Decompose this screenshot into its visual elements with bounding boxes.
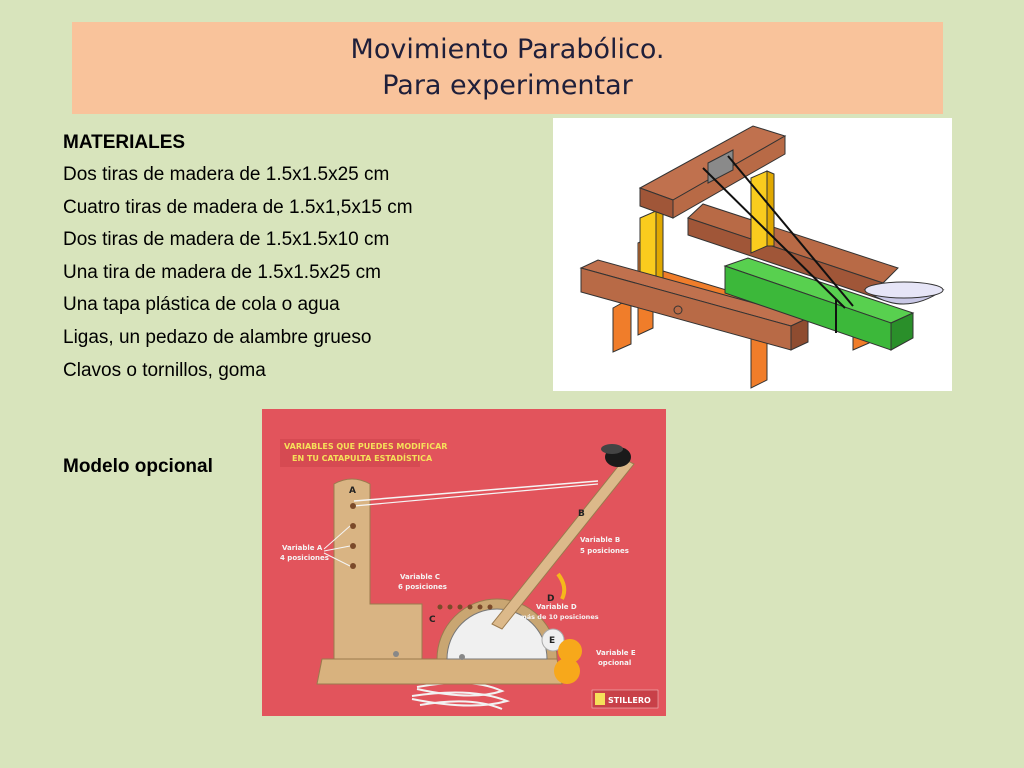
variable-a-line-2: 4 posiciones <box>280 554 329 562</box>
catapult-diagram <box>553 118 952 391</box>
title-line-1: Movimiento Parabólico. <box>350 34 665 65</box>
list-item: Dos tiras de madera de 1.5x1.5x25 cm <box>63 164 390 185</box>
variable-b-line-2: 5 posiciones <box>580 547 629 555</box>
list-item: Cuatro tiras de madera de 1.5x1,5x15 cm <box>63 196 413 218</box>
label-c: C <box>429 615 436 625</box>
variable-c-line-1: Variable C <box>400 573 441 581</box>
title-line-2: Para experimentar <box>382 70 633 101</box>
variable-a-line-1: Variable A <box>282 544 323 552</box>
variable-d-line-2: más de 10 posiciones <box>520 613 599 621</box>
list-item: Ligas, un pedazo de alambre grueso <box>63 326 372 348</box>
brand-logo <box>592 690 658 708</box>
list-item: Dos tiras de madera de 1.5x1.5x10 cm <box>63 229 390 251</box>
title-box <box>72 22 943 114</box>
label-d: D <box>547 594 555 604</box>
variable-b-line-1: Variable B <box>580 536 621 544</box>
banner-line-1: VARIABLES QUE PUEDES MODIFICAR <box>284 442 448 451</box>
brand-text: STILLERO <box>608 696 651 705</box>
variable-c-line-2: 6 posiciones <box>398 583 447 591</box>
materials-list <box>63 126 543 387</box>
variable-e-line-2: opcional <box>598 659 632 667</box>
label-a: A <box>349 486 356 496</box>
list-item: Clavos o tornillos, goma <box>63 359 266 381</box>
variable-d-line-1: Variable D <box>536 603 577 611</box>
materials-heading: MATERIALES <box>63 132 186 153</box>
variable-e-line-1: Variable E <box>596 649 636 657</box>
optional-model-label: Modelo opcional <box>63 456 213 477</box>
list-item: Una tapa plástica de cola o agua <box>63 294 340 316</box>
list-item: Una tira de madera de 1.5x1.5x25 cm <box>63 261 381 283</box>
banner-line-2: EN TU CATAPULTA ESTADÍSTICA <box>292 454 433 463</box>
label-e: E <box>549 636 556 646</box>
label-b: B <box>578 509 585 519</box>
optional-model-photo <box>262 409 666 716</box>
